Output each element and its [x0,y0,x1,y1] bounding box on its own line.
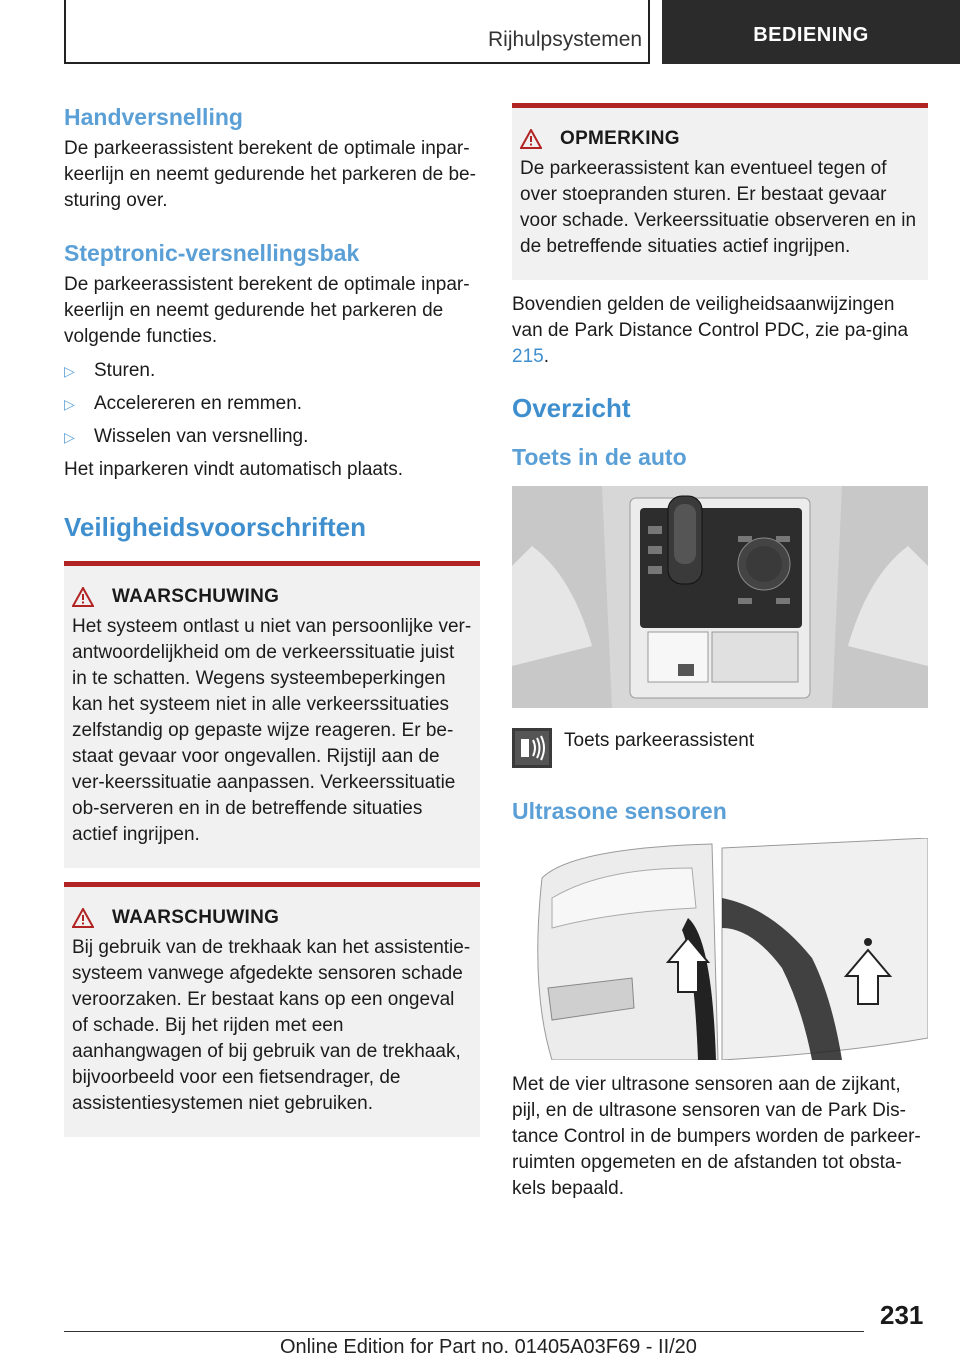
pdc-text-end: . [543,346,549,367]
warning-title: WAARSCHUWING [112,907,280,928]
header-bottom-rule [64,62,650,64]
list-item [64,391,480,417]
warning-box-2 [64,882,480,1137]
warning-text: Bij gebruik van de trekhaak kan het assistentie-systeem vanwege afgedekte sensoren schade veroorzaken. Er bestaat kans op een ongeval of schade. Bij het rijden met een aanhangwagen of bij gebruik van de trekhaak, bijvoorbeeld voor een fietsendrager, de assistentiesystemen niet gebruiken. [72,937,471,1114]
pdc-text: Bovendien gelden de veiligheidsaanwijzingen van de Park Distance Control PDC, zie pa-gina [512,294,909,341]
list-item-text: Accelereren en remmen. [94,393,303,414]
triangle-bullet-icon: ▷ [64,429,75,445]
footer-rule [64,1331,864,1332]
heading-handversnelling: Handversnelling [64,104,243,130]
triangle-bullet-icon: ▷ [64,396,75,412]
button-caption-row [512,728,928,768]
paragraph-sensors: Met de vier ultrasone sensoren aan de zijkant, pijl, en de ultrasone sensoren van de Park Dis-tance Control in de bumpers worden de parkeer-ruimten opgemeten en de afstanden tot obsta-kels bepaald. [512,1074,921,1199]
paragraph-automatic: Het inparkeren vindt automatisch plaats. [64,459,404,480]
paragraph-steptronic: De parkeerassistent berekent de optimale inpar-keerlijn en neemt gedurende het parkeren de volgende functies. [64,274,470,347]
sensor-location-image [512,838,928,1060]
header-chapter-tab [662,0,960,64]
warning-box-1 [64,561,480,868]
left-column [64,100,480,1137]
heading-button-in-car: Toets in de auto [512,444,687,470]
warning-triangle-icon [520,129,542,149]
heading-ultrasonic: Ultrasone sensoren [512,798,727,824]
heading-steptronic: Steptronic-versnellingsbak [64,240,360,266]
page-reference-link[interactable]: 215 [512,346,544,367]
triangle-bullet-icon: ▷ [64,363,75,379]
list-item-text: Sturen. [94,360,156,381]
warning-box-header [72,586,472,608]
paragraph-pdc [512,292,928,370]
warning-triangle-icon [72,908,94,928]
heading-overview: Overzicht [512,393,631,423]
header-left-rule [64,0,66,64]
footer-edition: Online Edition for Part no. 01405A03F69 - II/20 [280,1336,697,1358]
park-assist-button-icon [512,728,552,768]
list-item [64,424,480,450]
note-text: De parkeerassistent kan eventueel tegen of over stoepranden sturen. Er bestaat gevaar voor schade. Verkeerssituatie observeren en in de betreffende situaties actief ingrijpen. [520,158,917,257]
sensor-location-illustration [512,838,928,1060]
center-console-illustration [512,486,928,708]
note-title: OPMERKING [560,128,680,149]
list-item-text: Wisselen van versnelling. [94,426,309,447]
note-box-header [520,128,920,150]
header-right-rule [648,0,650,64]
warning-box-header [72,907,472,929]
list-item [64,358,480,384]
heading-safety: Veiligheidsvoorschriften [64,512,366,542]
warning-text: Het systeem ontlast u niet van persoonlijke ver-antwoordelijkheid om de verkeerssituatie juist in te schatten. Wegens systeembeperkingen kan het systeem niet in alle verkeerssituaties zelfstandig op gepaste wijze reageren. Er be-staat gevaar voor ongevallen. Rijstijl aan de ver-keerssituatie aanpassen. Verkeerssituatie ob-serveren en in de betreffende situaties actief ingrijpen. [72,616,472,845]
button-caption: Toets parkeerassistent [564,730,755,751]
header-section-title: Rijhulpsystemen [488,28,643,51]
warning-title: WAARSCHUWING [112,586,280,607]
note-box [512,103,928,280]
center-console-image [512,486,928,708]
function-list [64,358,480,450]
right-column [512,100,928,1202]
header-chapter-label: BEDIENING [753,23,869,46]
page-number: 231 [880,1300,924,1330]
paragraph-handversnelling: De parkeerassistent berekent de optimale inpar-keerlijn en neemt gedurende het parkeren de be-sturing over. [64,138,476,211]
warning-triangle-icon [72,587,94,607]
